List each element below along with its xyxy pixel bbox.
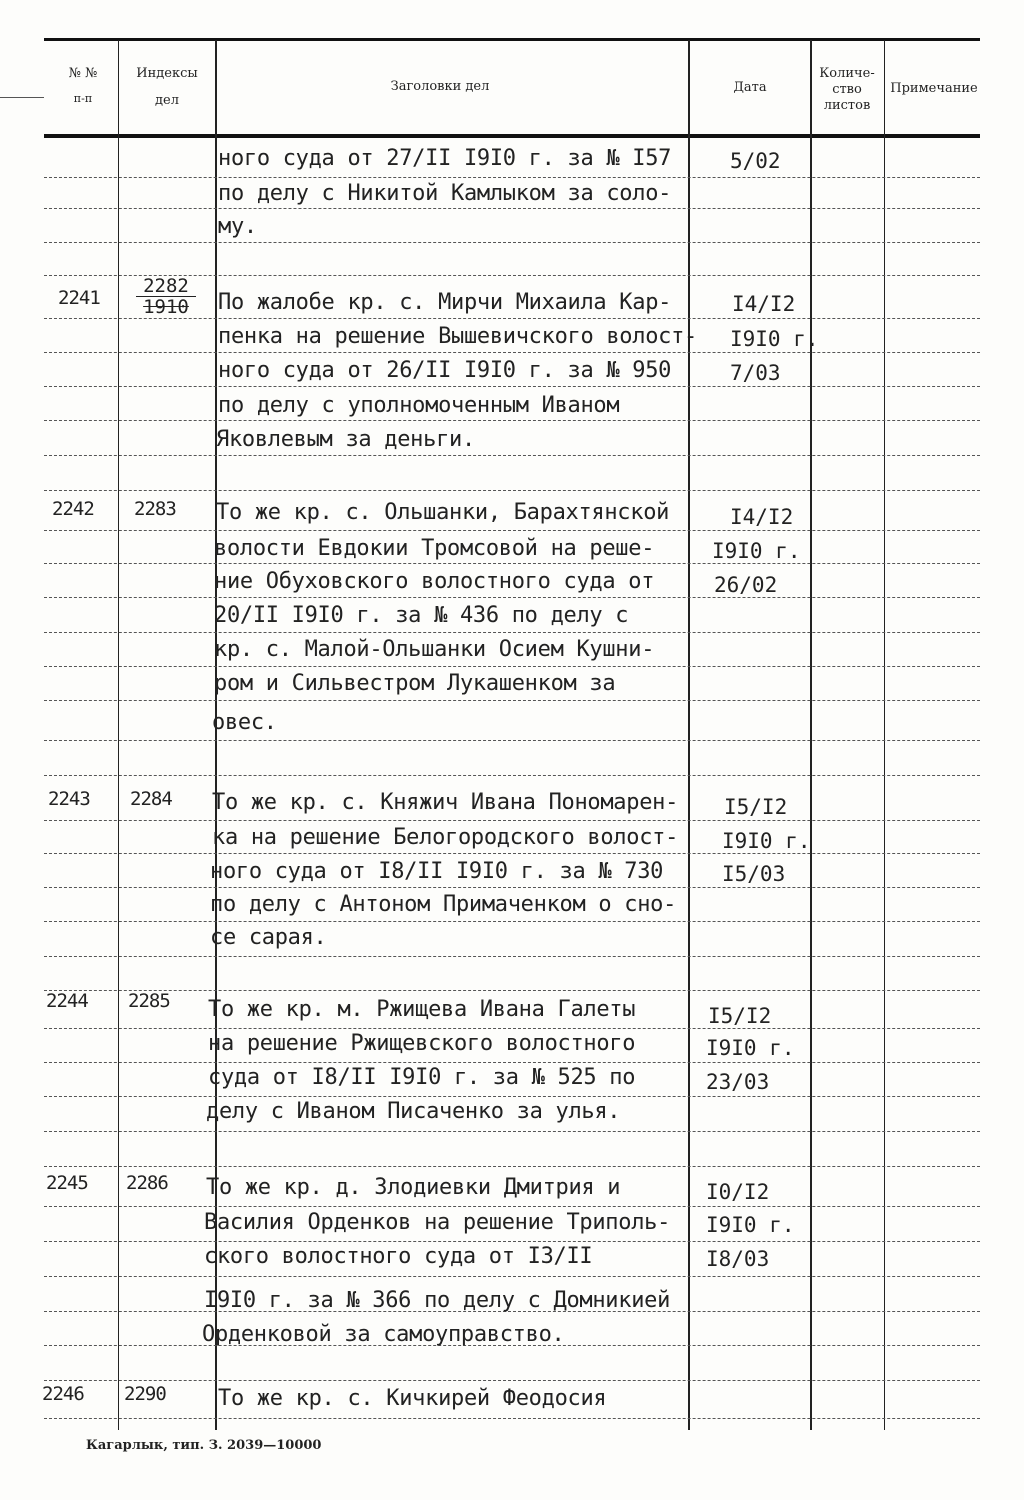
title-line: Орденковой за самоуправство. [202, 1322, 565, 1347]
record-index: 2290 [124, 1383, 166, 1405]
title-line: овес. [212, 710, 277, 735]
title-line: ние Обуховского волостного суда от [214, 569, 655, 594]
record-index: 2284 [130, 788, 172, 810]
title-line: делу с Иваном Писаченко за улья. [206, 1099, 621, 1124]
header-index-line2: дел [155, 93, 179, 108]
header-sheets-line3: листов [823, 98, 871, 113]
record-number: 2241 [58, 287, 100, 309]
date-line: I5/03 [722, 862, 786, 886]
title-line: по делу с уполномоченным Иваном [218, 393, 620, 418]
title-line: ного суда от I8/II I9I0 г. за № 730 [210, 859, 664, 884]
record-number: 2245 [46, 1172, 88, 1194]
header-bottom-rule [44, 134, 980, 138]
date-line: I0/I2 [706, 1180, 770, 1204]
record-number: 2243 [48, 788, 90, 810]
title-line: ского волостного суда от I3/II [204, 1244, 593, 1269]
margin-mark [0, 97, 44, 98]
index-bottom: 1910 [136, 296, 196, 317]
header-index-line1: Индексы [136, 66, 198, 81]
header-no-line2: п-п [73, 92, 93, 105]
record-index: 2286 [126, 1172, 168, 1194]
header-date: Дата [733, 80, 767, 95]
header-no-line1: № № [68, 66, 98, 81]
title-line: кр. с. Малой-Ольшанки Осием Кушни- [214, 637, 655, 662]
date-line: I9I0 г. [712, 539, 801, 563]
date-line: 7/03 [730, 361, 781, 385]
title-line: Яковлевым за деньги. [216, 427, 475, 452]
col-divider-5 [884, 40, 885, 1430]
date-line: I9I0 г. [722, 829, 811, 853]
title-line: пенка на решение Вышевичского волост- [218, 324, 697, 349]
col-divider-1 [118, 40, 119, 1430]
col-divider-3 [688, 40, 690, 1430]
date-line: I5/I2 [708, 1004, 772, 1028]
title-line: ного суда от 26/II I9I0 г. за № 950 [218, 358, 672, 383]
header-no [50, 66, 116, 106]
title-line: То же кр. с. Кичкирей Феодосия [218, 1386, 607, 1411]
date-line: I4/I2 [732, 292, 796, 316]
date-line: I5/I2 [724, 795, 788, 819]
date-line: 26/02 [714, 573, 778, 597]
title-line: То же кр. д. Злодиевки Дмитрия и [206, 1175, 621, 1200]
title-line: То же кр. с. Княжич Ивана Пономарен- [212, 790, 679, 815]
record-number: 2244 [46, 990, 88, 1012]
title-line: суда от I8/II I9I0 г. за № 525 по [208, 1065, 636, 1090]
title-line: по делу с Никитой Камлыком за соло- [218, 181, 672, 206]
top-rule [44, 38, 980, 41]
title-line: се сарая. [210, 925, 327, 950]
title-line: То же кр. м. Ржищева Ивана Галеты [208, 997, 636, 1022]
title-line: волости Евдокии Тромсовой на реше- [214, 536, 655, 561]
record-number: 2242 [52, 498, 94, 520]
title-line: на решение Ржищевского волостного [208, 1031, 636, 1056]
printer-imprint: Кагарлык, тип. З. 2039—10000 [86, 1438, 322, 1453]
date-line: I9I0 г. [706, 1036, 795, 1060]
date-line: I4/I2 [730, 505, 794, 529]
col-divider-4 [810, 40, 812, 1430]
header-sheets-line2: ство [832, 82, 862, 97]
title-line: Василия Орденков на решение Триполь- [204, 1210, 671, 1235]
record-index: 2283 [134, 498, 176, 520]
header-sheets [812, 66, 882, 114]
date-line: I9I0 г. [730, 327, 819, 351]
record-index [136, 276, 196, 317]
title-line: I9I0 г. за № 366 по делу с Домникией [204, 1288, 671, 1313]
index-top: 2282 [143, 275, 189, 297]
date-line: 5/02 [730, 149, 781, 173]
title-line: му. [218, 214, 257, 239]
date-line: 23/03 [706, 1070, 770, 1094]
record-number: 2246 [42, 1383, 84, 1405]
title-line: по делу с Антоном Примаченком о сно- [210, 892, 677, 917]
header-sheets-line1: Количе- [819, 66, 875, 81]
record-index: 2285 [128, 990, 170, 1012]
title-line: ка на решение Белогородского волост- [212, 825, 679, 850]
title-line: 20/II I9I0 г. за № 436 по делу с [214, 603, 629, 628]
title-line: ром и Сильвестром Лукашенком за [214, 671, 616, 696]
date-line: I8/03 [706, 1247, 770, 1271]
header-title: Заголовки дел [390, 79, 490, 94]
header-index [120, 66, 214, 108]
title-line: То же кр. с. Ольшанки, Барахтянской [216, 500, 670, 525]
title-line: ного суда от 27/II I9I0 г. за № I57 [218, 146, 672, 171]
date-line: I9I0 г. [706, 1213, 795, 1237]
title-line: По жалобе кр. с. Мирчи Михаила Кар- [218, 290, 672, 315]
header-note: Примечание [890, 81, 978, 96]
